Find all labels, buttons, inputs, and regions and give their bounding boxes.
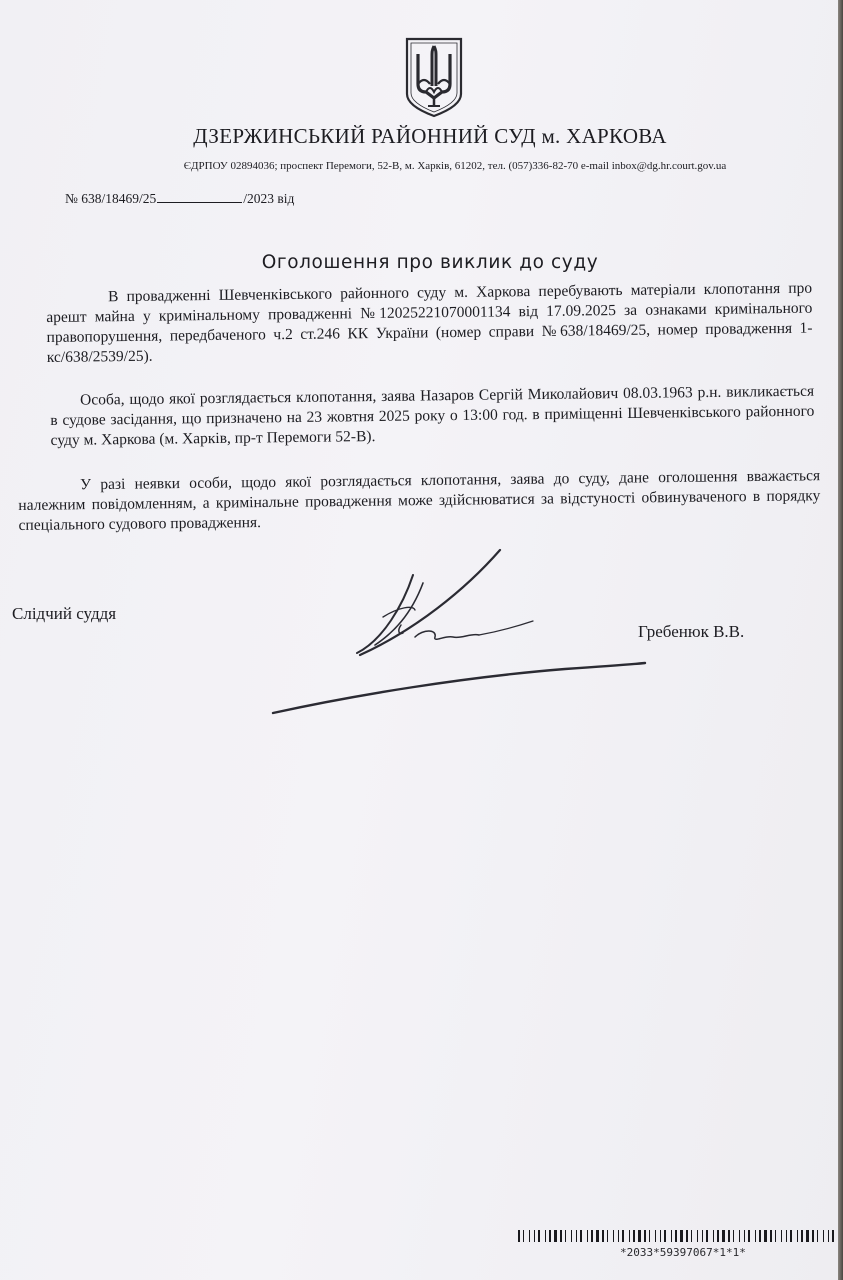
reference-year: /2023 від [243, 191, 295, 206]
reference-number: № 638/18469/25 [65, 191, 157, 206]
paragraph-case-materials: В провадженні Шевченківського районного суду м. Харкова перебувають матеріали клопотання про арешт майна у кримінальному провадженні №12025221070001134 від 17.09.2025 за ознаками кримінального правопорушення, передбаченого ч.2 ст.246 КК України (номер справи №638/18469/25, номер провадження 1-кс/638/2539/25). [46, 279, 813, 366]
judge-name: Гребенюк В.В. [638, 622, 745, 641]
page-edge-shadow [838, 0, 843, 1280]
announcement-title: Оголошення про виклик до суду [261, 252, 599, 273]
reference-line [65, 190, 294, 207]
barcode-number: *2033*59397067*1*1* [620, 1246, 746, 1259]
blank-line [157, 190, 242, 203]
signatory-role: Слідчий суддя [12, 604, 117, 623]
trident-coat-of-arms-icon [404, 36, 464, 118]
barcode-bars [518, 1230, 838, 1242]
paragraph-non-appearance: У разі неявки особи, щодо якої розглядається клопотання, заява до суду, дане оголошення вважається належним повідомленням, а кримінальне провадження може здійснюватися за відстуності обвинуваченого в порядку спеціального судового провадження. [18, 467, 821, 534]
paragraph-summons: Особа, щодо якої розглядається клопотання, заява Назаров Сергій Миколайович 08.03.1963 р.н. викликається в судове засідання, що призначено на 23 жовтня 2025 року о 13:00 год. в приміщенні Шевченківського районного суду м. Харкова (м. Харків, пр-т Перемоги 52-В). [50, 382, 815, 449]
barcode [518, 1230, 838, 1270]
court-name: ДЗЕРЖИНСЬКИЙ РАЙОННИЙ СУД м. ХАРКОВА [193, 124, 667, 148]
court-contacts: ЄДРПОУ 02894036; проспект Перемоги, 52-В, м. Харків, 61202, тел. (057)336-82-70 e-mail inbox@dg.hr.court.gov.ua [183, 160, 727, 172]
handwritten-signature [265, 545, 655, 725]
